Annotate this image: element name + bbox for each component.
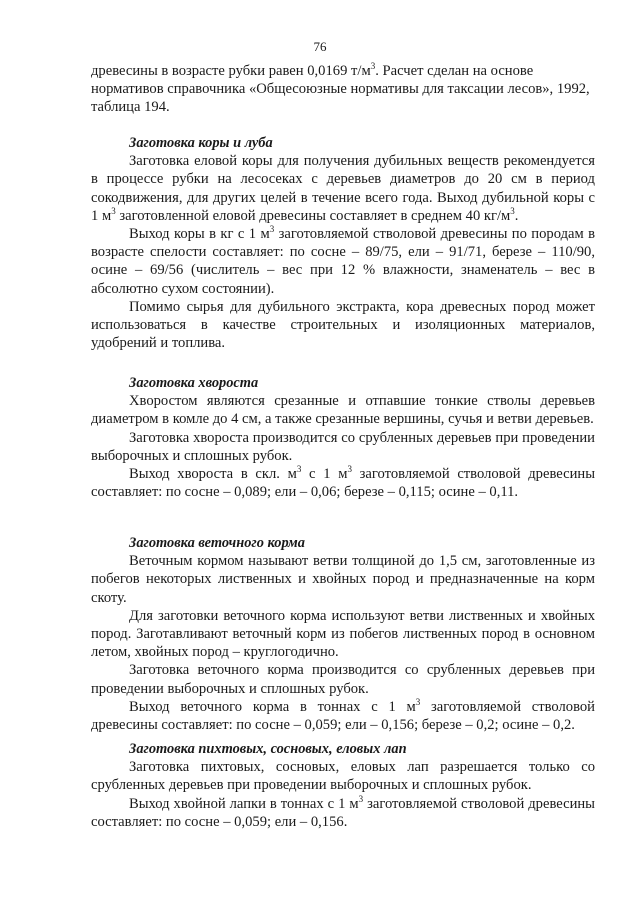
section-heading: Заготовка веточного корма (129, 535, 305, 551)
paragraph: Заготовка пихтовых, сосновых, еловых лап разрешается только со срубленных деревьев при проведении выборочных и сплошных рубок. (91, 759, 595, 794)
section-brushwood (91, 374, 595, 501)
paragraph: Выход веточного корма в тоннах с 1 $м^3$ заготовляемой стволовой древесины составляет: по сосне – 0,059; ели – 0,156; березе – 0,2; осине – 0,2. (91, 696, 595, 734)
section-bark (91, 134, 595, 352)
paragraph: Выход хвороста в скл. $м^3$ с 1 $м^3$ заготовляемой стволовой древесины составляет: по сосне – 0,089; ели – 0,06; березе – 0,115; осине – 0,11. (91, 464, 595, 501)
paragraph: Заготовка еловой коры для получения дубильных веществ рекомендуется в процессе рубки на лесосеках с деревьев диаметров до 20 см в период сокодвижения, для других целей в течение всего года. Выход дубильной коры с 1 $м^3$ заготовленной еловой древесины составляет в среднем 40 $кг/м^3$. (91, 153, 595, 224)
paragraph: Для заготовки веточного корма используют ветви лиственных и хвойных пород. Заготавливают веточный корм из побегов лиственных пород в основном летом, хвойных пород – круглогодично. (91, 607, 595, 661)
intro-paragraph: древесины в возрасте рубки равен 0,0169 $т/м^3$. Расчет сделан на основе нормативов справочника «Общесоюзные нормативы для таксации лесов», 1992, таблица 194. (91, 61, 590, 116)
paragraph: Помимо сырья для дубильного экстракта, кора древесных пород может использоваться в качестве строительных и изоляционных материалов, удобрений и топлива. (91, 298, 595, 352)
section-heading: Заготовка коры и луба (129, 135, 273, 151)
paragraph: Выход хвойной лапки в тоннах с 1 $м^3$ заготовляемой стволовой древесины составляет: по сосне – 0,059; ели – 0,156. (91, 793, 595, 830)
paragraph: Выход коры в кг с 1 $м^3$ заготовляемой стволовой древесины по породам в возрасте спелости составляет: по сосне – 89/75, ели – 91/71, березе – 110/90, осине – 69/56 (числитель – вес при 12 % влажности, знаменатель – вес в абсолютно сухом состоянии). (91, 224, 596, 297)
section-heading: Заготовка пихтовых, сосновых, еловых лап (129, 741, 407, 757)
section-twig-fodder (91, 534, 595, 734)
section-heading: Заготовка хвороста (129, 375, 259, 391)
paragraph: Заготовка веточного корма производится со срубленных деревьев при проведении выборочных и сплошных рубок. (91, 662, 595, 697)
page-number: 76 (313, 39, 327, 54)
paragraph: Веточным кормом называют ветви толщиной до 1,5 см, заготовленные из побегов некоторых лиственных и хвойных пород и предназначенные на корм скоту. (91, 553, 595, 606)
section-conifer-branches (91, 740, 595, 831)
intro-block (91, 62, 595, 117)
paragraph: Заготовка хвороста производится со срубленных деревьев при проведении выборочных и сплошных рубок. (91, 429, 595, 464)
paragraph: Хворостом являются срезанные и отпавшие тонкие стволы деревьев диаметром в комле до 4 см, а также срезанные вершины, сучья и ветви деревьев. (91, 393, 595, 428)
